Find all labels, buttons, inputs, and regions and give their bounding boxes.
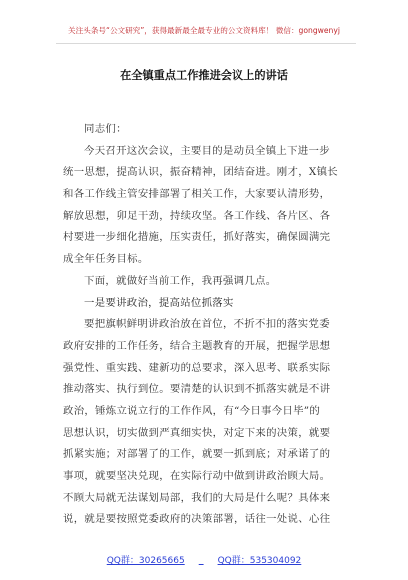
paragraph-line: 统一思想，提高认识，振奋精神，团结奋进。刚才，X镇长 (63, 166, 338, 179)
page-footer (0, 553, 408, 566)
paragraph-line: 政府安排的工作任务，结合主题教育的开展，把握学思想 (63, 339, 331, 352)
paragraph-line: 要把旗帜鲜明讲政治放在首位，不折不扣的落实党委 (84, 318, 330, 331)
section-heading: 一是要讲政治，提高站位抓落实 (84, 296, 234, 309)
paragraph-line: 今天召开这次会议，主要目的是动员全镇上下进一步 (84, 144, 330, 157)
document-title: 在全镇重点工作推进会议上的讲话 (120, 69, 288, 82)
paragraph-line: 强党性、重实践、建新功的总要求，深入思考、联系实际 (63, 361, 331, 374)
salutation: 同志们： (84, 123, 127, 135)
paragraph-line: 不顾大局就无法谋划局部，我们的大局是什么呢？具体来 (63, 491, 331, 504)
paragraph-line: 推动落实、执行到位。要清楚的认识到不抓落实就是不讲 (63, 383, 331, 396)
header-divider (56, 43, 356, 44)
paragraph-line: 事项，就要坚决兑现，在实际行动中做到讲政治顾大局。 (63, 470, 331, 482)
paragraph-line: 抓紧实施；对部署了的工作，就要一抓到底；对承诺了的 (63, 448, 331, 461)
page-header: 关注头条号“公文研究”，获得最新最全最专业的公文资料库！ 微信：gongwenyj (68, 26, 340, 35)
paragraph-line: 下面，就做好当前工作，我再强调几点。 (84, 274, 277, 287)
paragraph-line: 村要进一步细化措施，压实责任，抓好落实，确保圆满完 (63, 231, 331, 244)
paragraph-line: 思想认识，切实做到严真细实快，对定下来的决策，就要 (63, 426, 331, 439)
qq-group-1: QQ群：30265665 (106, 556, 185, 566)
qq-group-2: QQ群：535304092 (217, 556, 302, 566)
paragraph-line: 解放思想，卯足干劲，持续攻坚。各工作线、各片区、各 (63, 209, 331, 222)
paragraph-line: 说，就是要按照党委政府的决策部署，话往一处说、心往 (63, 513, 331, 526)
document-body (63, 119, 353, 531)
paragraph-line: 政治，锤炼立说立行的工作作风，有“今日事今日毕”的 (63, 404, 321, 417)
paragraph-line: 成全年任务目标。 (63, 253, 149, 266)
paragraph-line: 和各工作线主管安排部署了相关工作，大家要认清形势， (63, 188, 331, 201)
